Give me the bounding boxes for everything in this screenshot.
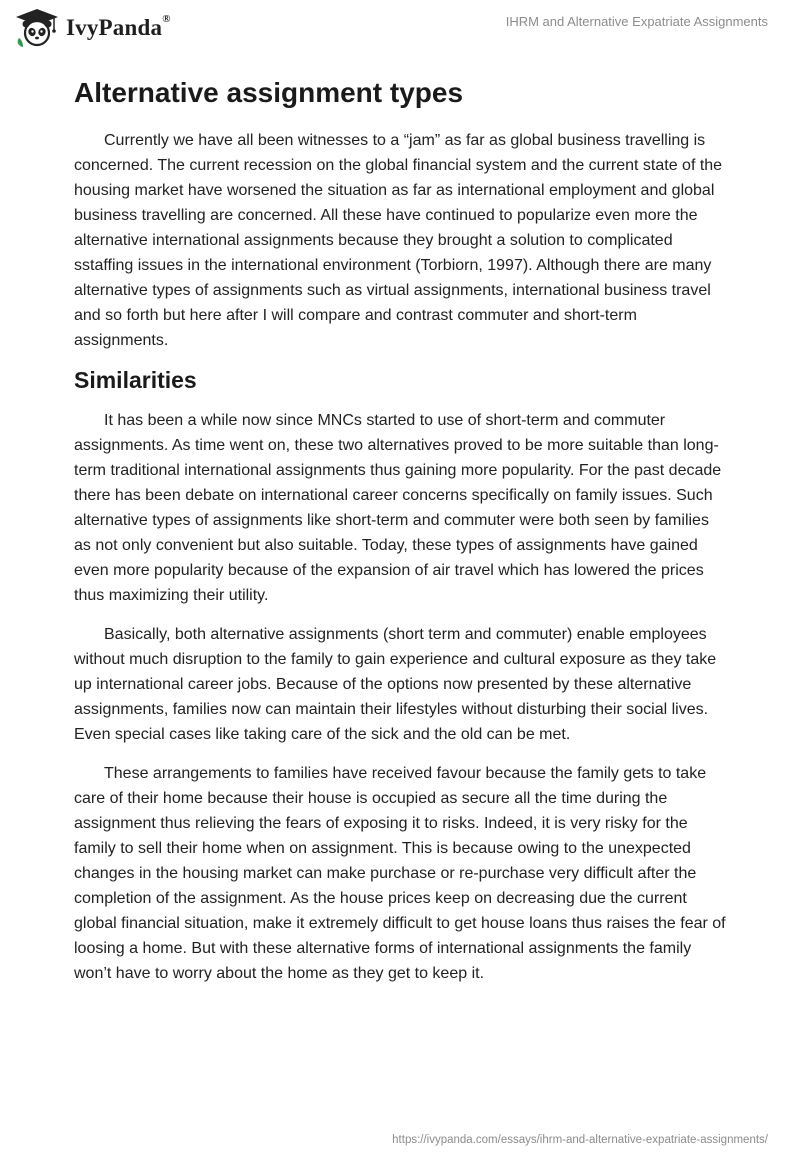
registered-mark: ® bbox=[162, 13, 171, 25]
panda-mascot-icon bbox=[14, 8, 60, 48]
article-body bbox=[74, 70, 730, 1000]
paragraph: These arrangements to families have received favour because the family gets to take care of their home because their house is occupied as secure all the time during the assignment thus relieving the fears of exposing it to risks. Indeed, it is very risky for the family to sell their home when on assignment. This is because owing to the unexpected changes in the housing market can make purchase or re-purchase very difficult after the completion of the assignment. As the house prices keep on decreasing due the current global financial situation, make it extremely difficult to get house loans thus raises the fear of loosing a home. But with these alternative forms of international assignments the family won’t have to worry about the home as they get to keep it. bbox=[74, 765, 726, 983]
intro-paragraph: Currently we have all been witnesses to a “jam” as far as global business travelling is concerned. The current recession on the global financial system and the current state of the housing market have worsened the situation as far as international employment and global business travelling are concerned. All these have continued to popularize even more the alternative international assignments because they brought a solution to complicated sstaffing issues in the international environment (Torbiorn, 1997). Although there are many alternative types of assignments such as virtual assignments, international business travel and so forth but here after I will compare and contrast commuter and short-term assignments. bbox=[74, 131, 723, 349]
ivypanda-logo[interactable] bbox=[14, 8, 171, 48]
paragraph: It has been a while now since MNCs started to use of short-term and commuter assignments. As time went on, these two alternatives proved to be more suitable than long-term traditional international assignments thus gaining more popularity. For the past decade there has been debate on international career concerns specifically on family issues. Such alternative types of assignments like short-term and commuter were both seen by families as not only convenient but also suitable. Today, these types of assignments have gained even more popularity because of the expansion of air travel which has lowered the prices thus maximizing their utility. bbox=[74, 412, 722, 605]
logo-wordmark bbox=[66, 15, 171, 41]
page-header bbox=[0, 0, 800, 60]
logo-text: IvyPanda bbox=[66, 15, 163, 40]
source-url[interactable]: https://ivypanda.com/essays/ihrm-and-alternative-expatriate-assignments/ bbox=[392, 1134, 768, 1146]
paragraph: Basically, both alternative assignments (short term and commuter) enable employees without much disruption to the family to gain experience and cultural exposure as they take up international career jobs. Because of the options now presented by these alternative assignments, families now can maintain their lifestyles without disturbing their social lives. Even special cases like taking care of the sick and the old can be met. bbox=[74, 626, 717, 744]
section-heading-similarities: Similarities bbox=[74, 366, 197, 393]
article-title: Alternative assignment types bbox=[74, 77, 464, 108]
document-title: IHRM and Alternative Expatriate Assignments bbox=[505, 14, 768, 29]
